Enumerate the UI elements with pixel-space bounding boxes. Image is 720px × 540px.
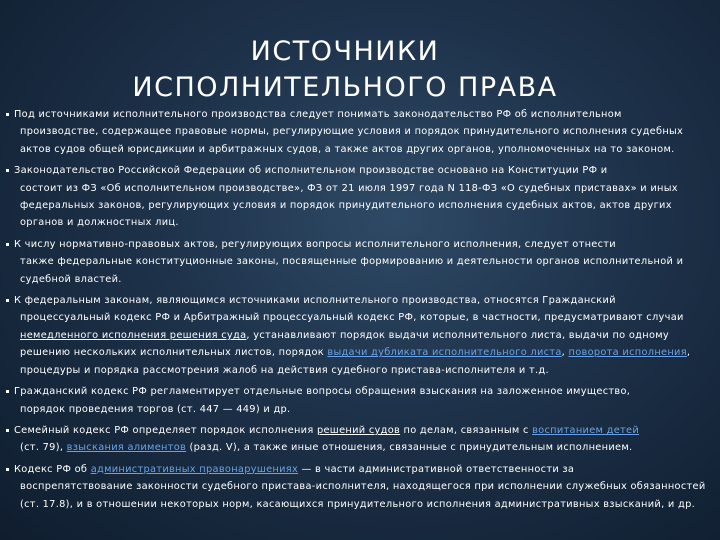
court-decisions-link[interactable]: решений судов	[316, 424, 401, 436]
bullet-continuation: порядок проведения торгов (ст. 447 — 449) и др.	[20, 403, 291, 415]
bullet-continuation: также федеральные конституционные законы, посвященные формированию и деятельности органов исполнительной и судебной властей.	[20, 256, 684, 285]
immediate-execution-link[interactable]: немедленного исполнения решения суда	[20, 329, 247, 341]
bullet-item	[6, 422, 712, 457]
bullet-item	[6, 236, 712, 288]
bullet-text: (разд. V), а также иные отношения, связанные с принудительным исполнением.	[186, 442, 633, 454]
bullet-first-line	[14, 461, 712, 478]
bullet-continuation: состоит из ФЗ «Об исполнительном производстве», ФЗ от 21 июля 1997 года N 118-ФЗ «О судебных приставах» и иных федеральных законов, регулирующих условия и порядок принудительного исполнения судебных актов, актов других органов и должностных лиц.	[20, 182, 678, 229]
bullet-text: ,	[561, 347, 569, 359]
alimony-recovery-link[interactable]: взыскания алиментов	[66, 442, 187, 454]
bullet-text: , процедуры и порядка рассмотрения жалоб на действия судебного пристава-исполнителя и т.д.	[20, 347, 691, 376]
bullet-continuation	[14, 309, 712, 379]
duplicate-writ-link[interactable]: выдачи дубликата исполнительного листа	[327, 347, 562, 359]
bullet-first-line: Под источниками исполнительного производства следует понимать законодательство РФ об исполнительном	[14, 109, 622, 120]
bullet-text: процессуальный кодекс РФ и Арбитражный процессуальный кодекс РФ, которые, в частности, предусматривают случаи	[20, 312, 684, 324]
bullet-list	[6, 106, 712, 517]
bullet-text: Семейный кодекс РФ определяет порядок исполнения	[14, 424, 317, 436]
slide-title	[0, 34, 690, 106]
bullet-item	[6, 383, 712, 418]
bullet-first-line: Гражданский кодекс РФ регламентирует отдельные вопросы обращения взыскания на заложенное имущество,	[14, 386, 631, 398]
child-upbringing-link[interactable]: воспитанием детей	[532, 424, 640, 436]
bullet-first-line: К федеральным законам, являющимся источниками исполнительного производства, относятся Гражданский	[14, 295, 616, 307]
bullet-item	[6, 106, 712, 158]
bullet-continuation	[14, 439, 712, 456]
bullet-first-line: К числу нормативно-правовых актов, регулирующих вопросы исполнительного исполнения, следует отнести	[14, 238, 616, 250]
bullet-first-line	[14, 422, 712, 439]
bullet-continuation: производстве, содержащее правовые нормы, регулирующие условия и порядок принудительного исполнения судебных актов судов общей юрисдикции и арбитражных судов, а также актов других органов, уполномоченных на то законом.	[20, 126, 684, 155]
bullet-text: Кодекс РФ об	[14, 463, 91, 475]
title-line-2: ИСПОЛНИТЕЛЬНОГО ПРАВА	[132, 72, 558, 103]
bullet-text: (ст. 79),	[20, 442, 67, 454]
bullet-item	[6, 292, 712, 379]
title-line-1: ИСТОЧНИКИ	[250, 36, 440, 67]
bullet-text: по делам, связанным с	[400, 424, 533, 436]
bullet-first-line: Законодательство Российской Федерации об исполнительном производстве основано на Конституции РФ и	[14, 165, 608, 177]
bullet-text: — в части административной ответственности за	[298, 463, 575, 475]
bullet-continuation: воспрепятствование законности судебного пристава-исполнителя, находящегося при исполнении служебных обязанностей (ст. 17.8), и в отношении некоторых норм, касающихся принудительного исполнения административных взысканий, и др.	[20, 481, 706, 510]
bullet-item	[6, 461, 712, 513]
bullet-text: , устанавливают порядок выдачи исполнительного листа, выдачи по одному решению нескольких исполнительных листов, порядок	[20, 329, 670, 359]
administrative-offenses-link[interactable]: административных правонарушениях	[90, 463, 299, 475]
bullet-item	[6, 162, 712, 232]
reversal-of-execution-link[interactable]: поворота исполнения	[568, 347, 687, 359]
